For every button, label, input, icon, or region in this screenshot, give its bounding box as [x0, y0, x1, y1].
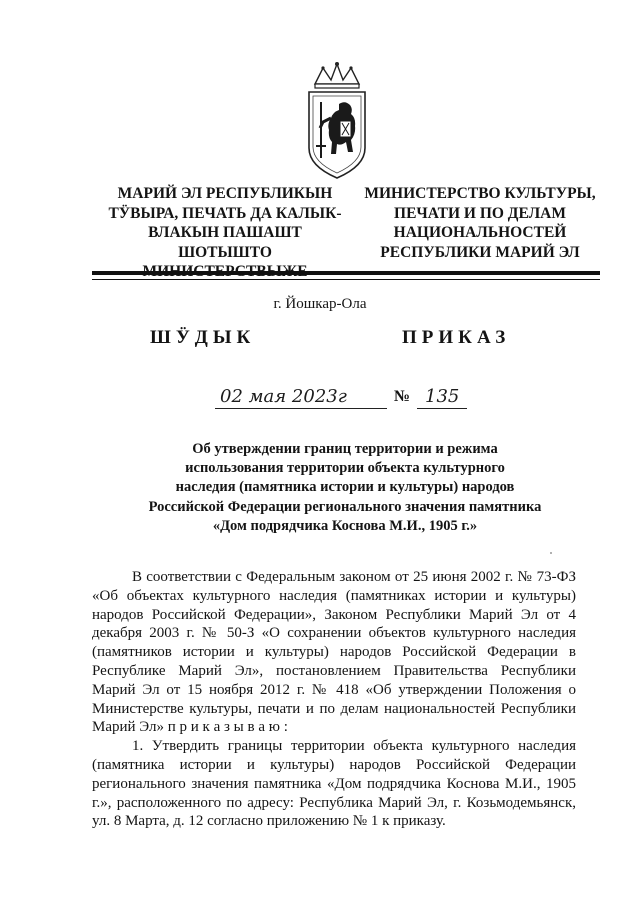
title-line: Российской Федерации регионального значения памятника [148, 498, 542, 515]
ministry-name-mari [100, 184, 350, 282]
body-paragraph: 1. Утвердить границы территории объекта культурного наследия (памятника истории и культуры) народов Российской Федерации регионального значения памятника «Дом подрядчика Коснова М.И., 1905 г.», расположенного по адресу: Республика Марий Эл, г. Козьмодемьянск, ул. 8 Марта, д. 12 согласно приложению № 1 к приказу. [92, 738, 576, 830]
header-line: ВЛАКЫН ПАШАШТ ШОТЫШТО [148, 224, 302, 261]
document-title [120, 440, 570, 536]
number-underline [417, 408, 467, 409]
scan-speck [550, 552, 552, 554]
body-paragraph: В соответствии с Федеральным законом от 25 июня 2002 г. № 73-ФЗ «Об объектах культурного наследия (памятниках истории и культуры) народов Российской Федерации», Законом Республики Марий Эл от 4 декабря 2003 г. № 50-З «О сохранении объектов культурного наследия (памятников истории и культуры) народов Российской Федерации в Республике Марий Эл», постановлением Правительства Республики Марий Эл от 15 ноября 2012 г. № 418 «Об утверждении Положения о Министерстве культуры, печати и по делам национальностей Республики Марий Эл» п р и к а з ы в а ю : [92, 569, 576, 736]
header-line: ТӰВЫРА, ПЕЧАТЬ ДА КАЛЫК- [108, 204, 342, 222]
title-line: Об утверждении границ территории и режима [192, 441, 498, 457]
city-name: г. Йошкар-Ола [273, 296, 367, 312]
date-underline [215, 408, 387, 409]
doc-type-russian: ПРИКАЗ [402, 327, 511, 348]
ministry-name-russian [360, 184, 600, 262]
header-line: НАЦИОНАЛЬНОСТЕЙ [393, 224, 567, 241]
date-number-line [215, 382, 475, 412]
header-divider-thin [92, 279, 600, 280]
title-line: «Дом подрядчика Коснова М.И., 1905 г.» [212, 517, 478, 534]
header-line: МАРИЙ ЭЛ РЕСПУБЛИКЫН [117, 185, 333, 202]
header-divider-thick [92, 271, 600, 275]
number-sign: № [394, 388, 411, 405]
title-line: использования территории объекта культурного [185, 460, 505, 477]
header-line: МИНИСТЕРСТВО КУЛЬТУРЫ, [364, 185, 596, 202]
header-line: РЕСПУБЛИКИ МАРИЙ ЭЛ [380, 243, 580, 261]
document-body [92, 568, 576, 831]
header-line: ПЕЧАТИ И ПО ДЕЛАМ [394, 204, 566, 222]
handwritten-number: 135 [425, 386, 460, 407]
coat-of-arms-icon [293, 62, 381, 182]
doc-type-mari: ШӰДЫК [150, 327, 256, 348]
handwritten-date: 02 мая 2023г [220, 386, 347, 407]
title-line: наследия (памятника истории и культуры) народов [175, 479, 515, 496]
